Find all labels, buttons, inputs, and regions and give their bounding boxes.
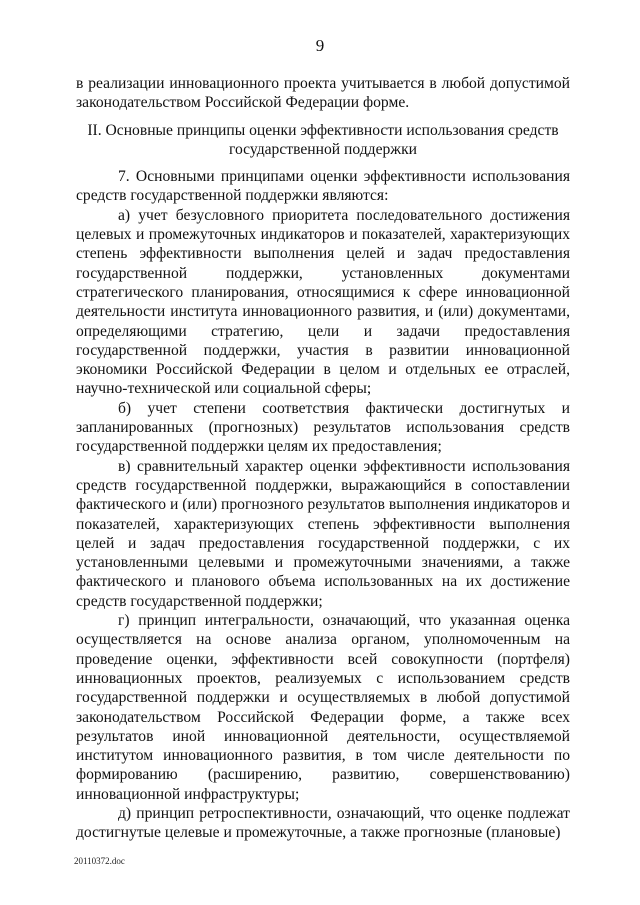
item-v: в) сравнительный характер оценки эффективности использования средств государственной поддержки, выражающийся в сопоставлении фактического и (или) прогнозного результатов выполнения индикаторов и показателей, характеризующих степень эффективности выполнения целей и задач предоставления государственной поддержки, с их установленными целевыми и промежуточными значениями, а также фактического и планового объема использованных на их достижение средств государственной поддержки; [76, 457, 570, 610]
item-a: а) учет безусловного приоритета последовательного достижения целевых и промежуточных индикаторов и показателей, характеризующих степень эффективности выполнения целей и задач предоставления государственной поддержки, установленных документами стратегического планирования, относящимися к сфере инновационной деятельности института инновационного развития, и (или) документами, определяющими стратегию, цели и задачи предоставления государственной поддержки, участия в развитии инновационной экономики Российской Федерации в целом и отдельных ее отраслей, научно-технической или социальной сферы; [76, 206, 570, 398]
item-b: б) учет степени соответствия фактически достигнутых и запланированных (прогнозных) результатов использования средств государственной поддержки целям их предоставления; [76, 399, 570, 456]
document-body [76, 74, 570, 843]
item-g: г) принцип интегральности, означающий, что указанная оценка осуществляется на основе анализа органом, уполномоченным на проведение оценки, эффективности всей совокупности (портфеля) инновационных проектов, реализуемых с использованием средств государственной поддержки и осуществляемых в любой допустимой законодательством Российской Федерации форме, а также всех результатов иной инновационной деятельности, осуществляемой институтом инновационного развития, в том числе деятельности по формированию (расширению, развитию, совершенствованию) инновационной инфраструктуры; [76, 612, 570, 803]
file-name-footer: 20110372.doc [74, 856, 125, 866]
intro-paragraph: в реализации инновационного проекта учитывается в любой допустимой законодательством Российской Федерации форме. [76, 75, 570, 112]
section-heading: II. Основные принципы оценки эффективности использования средств государственной поддержки [87, 121, 559, 158]
item-d: д) принцип ретроспективности, означающий, что оценке подлежат достигнутые целевые и промежуточные, а также прогнозные (плановые) [76, 804, 570, 842]
page-number: 9 [315, 36, 325, 55]
paragraph-7: 7. Основными принципами оценки эффективности использования средств государственной поддержки являются: [76, 168, 570, 205]
